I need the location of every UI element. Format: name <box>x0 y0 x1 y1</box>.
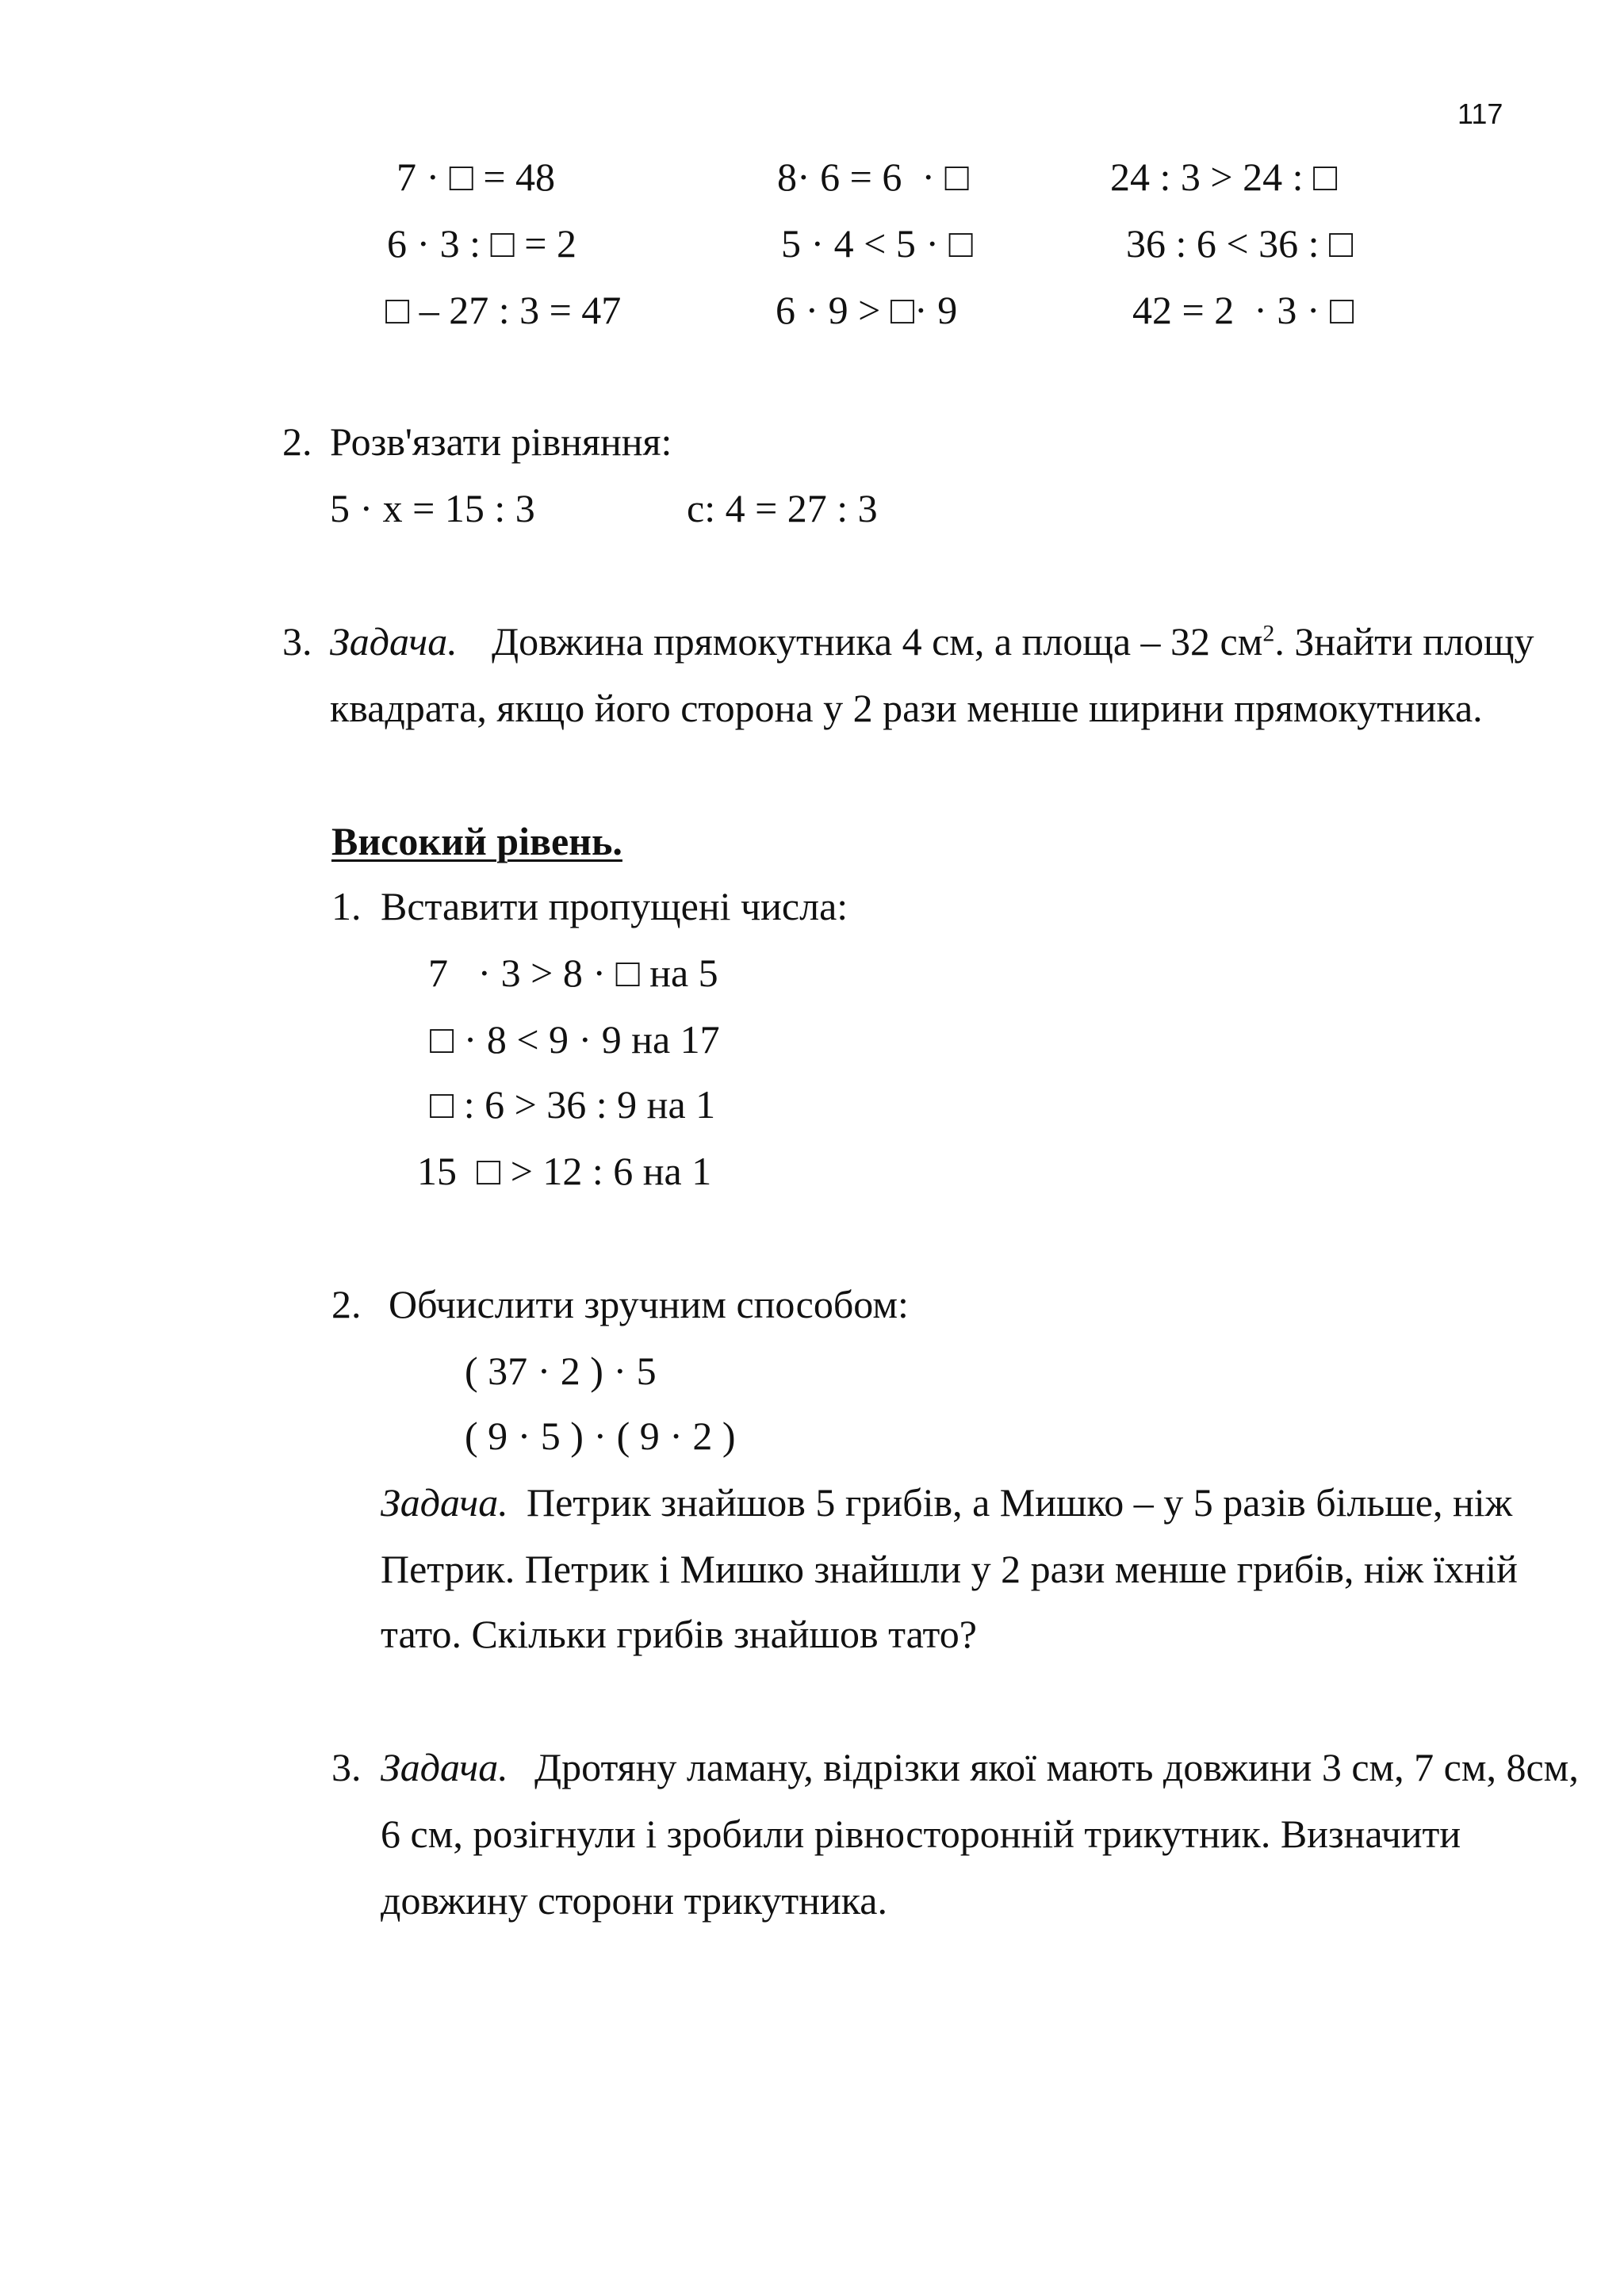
expression: □ : 6 > 36 : 9 на 1 <box>430 1082 716 1127</box>
expression: □ – 27 : 3 = 47 <box>385 288 622 332</box>
problem-text: Довжина прямокутника 4 см, а площа – 32 $см^2$. Знайти площу <box>492 619 1534 664</box>
task-title: Обчислити зручним способом: <box>389 1282 909 1326</box>
problem-text: Дротяну ламану, відрізки якої мають довжини 3 см, 7 см, 8см, <box>534 1745 1579 1789</box>
problem-label: Задача. <box>381 1480 508 1525</box>
task-number: 3. <box>282 619 312 664</box>
problem-label: Задача. <box>330 619 458 664</box>
section-heading: Високий рівень. <box>331 819 622 863</box>
equation: с: 4 = 27 : 3 <box>687 486 878 530</box>
expression: 42 = 2 · 3 · □ <box>1132 288 1354 332</box>
problem-text: Петрик. Петрик і Мишко знайшли у 2 рази менше грибів, ніж їхній <box>381 1547 1518 1591</box>
expression: 24 : 3 > 24 : □ <box>1110 155 1338 199</box>
task-number: 1. <box>331 884 362 928</box>
problem-label: Задача. <box>381 1745 508 1789</box>
expression: 15 □ > 12 : 6 на 1 <box>417 1149 712 1193</box>
expression: □ · 8 < 9 · 9 на 17 <box>430 1017 720 1062</box>
expression: 7 · □ = 48 <box>396 155 556 199</box>
expression: 6 · 9 > □· 9 <box>776 288 958 332</box>
problem-text: квадрата, якщо його сторона у 2 рази менше ширини прямокутника. <box>330 686 1483 730</box>
task-number: 3. <box>331 1745 362 1789</box>
expression: 5 · 4 < 5 · □ <box>781 221 973 266</box>
task-title: Вставити пропущені числа: <box>381 884 848 928</box>
problem-text: довжину сторони трикутника. <box>381 1878 887 1923</box>
page-number: 117 <box>1457 98 1503 130</box>
expression: 8· 6 = 6 · □ <box>777 155 969 199</box>
expression: 6 · 3 : □ = 2 <box>387 221 576 266</box>
expression: 7 · 3 > 8 · □ на 5 <box>428 951 718 995</box>
problem-text: Петрик знайшов 5 грибів, а Мишко – у 5 разів більше, ніж <box>527 1480 1513 1525</box>
task-number: 2. <box>331 1282 362 1326</box>
problem-text: тато. Скільки грибів знайшов тато? <box>381 1612 977 1656</box>
task-title: Розв'язати рівняння: <box>330 419 672 464</box>
problem-text: 6 см, розігнули і зробили рівносторонній трикутник. Визначити <box>381 1812 1461 1856</box>
equation: 5 · х = 15 : 3 <box>330 486 535 530</box>
task-number: 2. <box>282 419 312 464</box>
expression: ( 9 · 5 ) · ( 9 · 2 ) <box>465 1414 736 1458</box>
expression: 36 : 6 < 36 : □ <box>1126 221 1354 266</box>
expression: ( 37 · 2 ) · 5 <box>465 1349 657 1393</box>
